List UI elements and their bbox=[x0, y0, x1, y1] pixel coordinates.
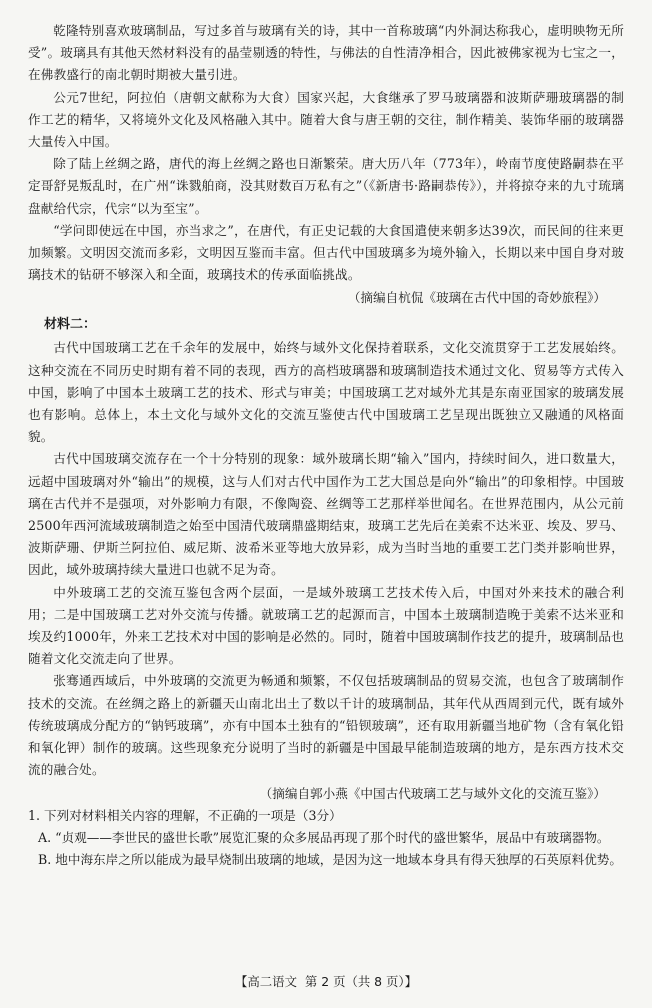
source-citation: （摘编自郭小燕《中国古代玻璃工艺与域外文化的交流互鉴》） bbox=[259, 785, 606, 801]
material-two bbox=[28, 313, 624, 804]
question-stem: 1. 下列对材料相关内容的理解，不正确的一项是（3分） bbox=[28, 807, 342, 823]
footer-subject: 【高二语文 bbox=[235, 974, 297, 989]
paragraph: 古代中国玻璃工艺在千余年的发展中，始终与域外文化保持着联系，文化交流贯穿于工艺发展始终。这种交流在不同历史时期有着不同的表现，西方的高档玻璃器和玻璃制造技术通过文化、贸易等方式传入中国，影响了中国本土玻璃工艺的技术、形式与审美；中国玻璃工艺对域外尤其是东南亚国家的玻璃发展也有影响。总体上，本土文化与域外文化的交流互鉴使古代中国玻璃工艺呈现出既独立又融通的风格面貌。 bbox=[28, 340, 624, 445]
paragraph: 乾隆特别喜欢玻璃制品，写过多首与玻璃有关的诗，其中一首称玻璃“内外洞达称我心，虚明映物无所受”。玻璃具有其他天然材料没有的晶莹剔透的特性，与佛法的自性清净相合，因此被佛家视为七宝之一，在佛教盛行的南北朝时期被大量引进。 bbox=[28, 23, 624, 83]
paragraph: 中外玻璃工艺的交流互鉴包含两个层面，一是域外玻璃工艺技术传入后，中国对外来技术的融合利用；二是中国玻璃工艺对外交流与传播。就玻璃工艺的起源而言，中国本土玻璃制造晚于美索不达米亚和埃及约1000年，外来工艺技术对中国的影响是必然的。同时，随着中国玻璃制作技艺的提升，玻璃制品也随着文化交流走向了世界。 bbox=[28, 584, 624, 667]
paragraph: 张骞通西域后，中外玻璃的交流更为畅通和频繁，不仅包括玻璃制品的贸易交流，也包含了玻璃制作技术的交流。在丝绸之路上的新疆天山南北出土了数以千计的玻璃制品，其年代从西周到元代，既有域外传统玻璃成分配方的“钠钙玻璃”，亦有中国本土独有的“铅钡玻璃”，还有取用新疆当地矿物（含有氧化铅和氧化钾）制作的玻璃。这些现象充分说明了当时的新疆是中国最早能制造玻璃的地方，是东西方技术交流的融合处。 bbox=[28, 673, 624, 778]
paragraph: 公元7世纪，阿拉伯（唐朝文献称为大食）国家兴起，大食继承了罗马玻璃器和波斯萨珊玻璃器的制作工艺的精华，又将境外文化及风格融入其中。随着大食与唐王朝的交往，制作精美、装饰华丽的玻璃器大量传入中国。 bbox=[28, 89, 624, 150]
option-b: B. 地中海东岸之所以能成为最早烧制出玻璃的地域，是因为这一地域本身具有得天独厚的石英原料优势。 bbox=[38, 851, 622, 867]
paragraph: 除了陆上丝绸之路，唐代的海上丝绸之路也日渐繁荣。唐大历八年（773年），岭南节度使路嗣恭在平定哥舒晃叛乱时，在广州“诛戮舶商，没其财数百万私有之”（《新唐书·路嗣恭传》），并将掠夺来的九寸琉璃盘献给代宗，代宗“以为至宝”。 bbox=[28, 156, 624, 216]
paragraph: “学问即使远在中国，亦当求之”，在唐代，有正史记载的大食国遣使来朝多达39次，而民间的往来更加频繁。文明因交流而多彩，文明因互鉴而丰富。但古代中国玻璃多为境外输入，长期以来中国自身对玻璃技术的钻研不够深入和全面，玻璃技术的传承面临挑战。 bbox=[28, 222, 624, 283]
source-citation: （摘编自杭侃《玻璃在古代中国的奇妙旅程》） bbox=[347, 290, 606, 306]
page-footer bbox=[0, 972, 652, 990]
question-one bbox=[28, 805, 624, 872]
section-heading: 材料二： bbox=[44, 317, 97, 333]
footer-page-number: 第 2 页（共 8 页）】 bbox=[304, 974, 417, 989]
option-a: A. “贞观——李世民的盛世长歌”展览汇聚的众多展品再现了那个时代的盛世繁华，展品中有玻璃器物。 bbox=[38, 829, 610, 845]
material-one bbox=[28, 20, 624, 309]
paragraph: 古代中国玻璃交流存在一个十分特别的现象：域外玻璃长期“输入”国内，持续时间久，进口数量大，远超中国玻璃对外“输出”的规模，这与人们对古代中国作为工艺大国总是向外“输出”的印象相悖。中国玻璃在古代并不是强项，对外影响力有限，不像陶瓷、丝绸等工艺那样举世闻名。在世界范围内，从公元前2500年西河流域玻璃制造之始至中国清代玻璃鼎盛期结束，玻璃工艺先后在美索不达米亚、埃及、罗马、波斯萨珊、伊斯兰阿拉伯、威尼斯、波希米亚等地大放异彩，成为当时当地的重要工艺门类并影响世界，因此，域外玻璃持续大量进口也就不足为奇。 bbox=[28, 451, 624, 578]
